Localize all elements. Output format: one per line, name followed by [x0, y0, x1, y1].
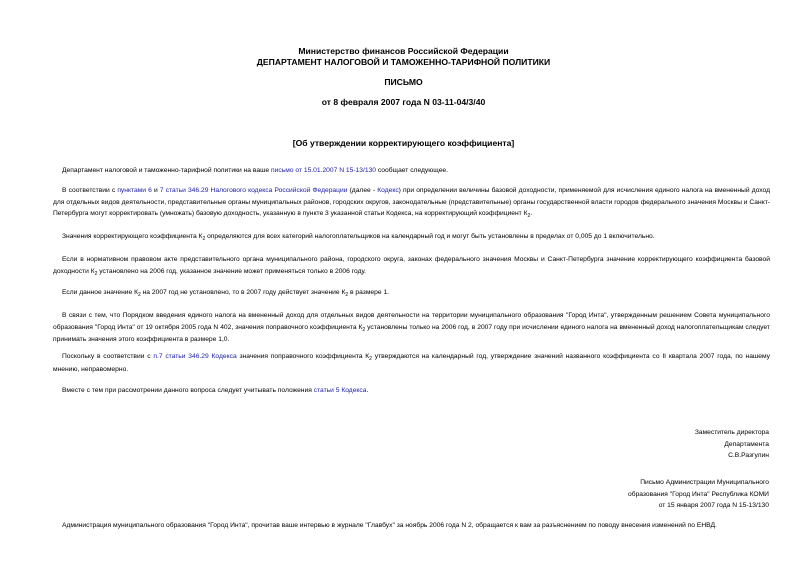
p7-text-c: утверждаются на календарный год, утверждение значений названного коэффициента со II квартала 2007 года, по нашему мнению, неправомерно.	[53, 353, 771, 373]
paragraph-3	[53, 231, 770, 244]
link-article-5[interactable]: статьи 5 Кодекса	[313, 387, 367, 394]
p5-text-a: Если данное значение К	[62, 289, 138, 296]
p4-text-b: установлено на 2006 год, указанное значение может применяться только в 2006 году.	[97, 267, 367, 275]
p7-text-a: Поскольку в соответствии с	[62, 353, 154, 360]
p4-text-a: Если в нормативном правовом акте представительного органа муниципального района, городского округа, законах федерального значения Москвы и Санкт-Петербурга значение корректирующего коэффициента базовой доходности К	[53, 256, 770, 275]
p9-text: Администрация муниципального образования "Город Инта", прочитав ваше интервью в журнале "Главбух" за ноябрь 2006 года N 2, обращается к вам за разъяснением по поводу внесения изменений по ЕНВД.	[62, 522, 717, 529]
signature-department: Департамента	[724, 440, 769, 448]
p6-text-a: В связи с тем, что Порядком введения единого налога на вмененный доход для отдельных видов деятельности на территории муниципального образования "Город Инта", утвержденным решением Совета муниципального образования "Город Инта" от 19 октября 2005 года N 402, значения поправочного коэффициента К	[53, 312, 770, 331]
p3-text-b: определяются для всех категорий налогоплательщиков на календарный год и могут быть установлены в пределах от 0,005 до 1 включительно.	[205, 233, 655, 240]
p1-text-b: сообщает следующее.	[376, 167, 449, 174]
subscript: 2	[527, 213, 531, 220]
link-article-346-29[interactable]: 7 статьи 346.29 Налогового кодекса Российской Федерации	[159, 187, 348, 194]
letter-ref-line-2: образования "Город Инта" Республика КОМИ	[628, 490, 769, 498]
p2-text-b: и	[151, 187, 160, 194]
link-punkt-6[interactable]: пунктами 6	[117, 187, 152, 194]
p5-text-c: в размере 1.	[348, 289, 390, 296]
p8-text-b: .	[366, 387, 369, 394]
p2-text-d: ) при определении величины базовой доходности, применяемой для исчисления единого налога на вмененный доход для отдельных видов деятельности, представительные органы муниципальных районов, городских округов, законодательные (представительные) органы государственной власти городов федерального значения Москвы и Санкт-Петербурга могут корректировать (умножать) базовую доходность, указанную в пункте 3 указанной статьи Кодекса, на корректирующий коэффициент К	[53, 187, 771, 218]
department-name: ДЕПАРТАМЕНТ НАЛОГОВОЙ И ТАМОЖЕННО-ТАРИФНОЙ ПОЛИТИКИ	[256, 57, 551, 67]
p3-text-a: Значения корректирующего коэффициента К	[62, 233, 203, 240]
p2-text-e: .	[530, 210, 533, 218]
subscript: 2	[202, 236, 206, 242]
ministry-name: Министерство финансов Российской Федерации	[298, 46, 509, 56]
subscript: 2	[369, 356, 372, 362]
p7-text-b: значения поправочного коэффициента К	[236, 353, 370, 360]
paragraph-2	[53, 185, 770, 221]
document-subject: [Об утверждении корректирующего коэффициента]	[292, 138, 515, 148]
p1-text-a: Департамент налоговой и таможенно-тарифной политики на ваше	[62, 167, 272, 174]
paragraph-5	[53, 287, 770, 300]
subscript: 2	[345, 292, 349, 298]
p5-text-b: на 2007 год не установлено, то в 2007 году действует значение К	[140, 289, 346, 296]
paragraph-1	[53, 165, 770, 177]
signature-block	[695, 427, 769, 462]
letter-ref-line-1: Письмо Администрации Муниципального	[640, 479, 769, 486]
subscript: 2	[137, 292, 141, 298]
p2-text-a: В соответствии с	[62, 187, 118, 194]
document-date: от 8 февраля 2007 года N 03-11-04/3/40	[321, 97, 486, 107]
document-type: ПИСЬМО	[384, 77, 423, 87]
letter-reference	[628, 477, 769, 512]
p8-text-a: Вместе с тем при рассмотрении данного вопроса следует учитывать положения	[62, 387, 314, 394]
subscript: 2	[362, 326, 366, 333]
paragraph-6	[53, 310, 770, 346]
letter-ref-line-3: от 15 января 2007 года N 15-13/130	[658, 502, 769, 510]
p6-text-b: установлены только на 2006 год, в 2007 году при исчислении единого налога на вмененный доход налогоплательщикам следует принимать значения этого коэффициента в размере 1,0.	[53, 323, 770, 344]
signature-name: С.В.Разгулин	[728, 452, 769, 460]
paragraph-9	[53, 520, 770, 532]
paragraph-4	[53, 254, 770, 278]
paragraph-8	[53, 385, 770, 397]
link-letter-15-01-2007[interactable]: письмо от 15.01.2007 N 15-13/130	[271, 167, 377, 174]
p2-text-c: (далее -	[347, 187, 378, 194]
link-kodeks[interactable]: Кодекс	[377, 187, 399, 194]
subscript: 2	[94, 270, 98, 277]
link-p7-article-346-29[interactable]: п.7 статьи 346.29 Кодекса	[153, 353, 237, 360]
paragraph-7	[53, 351, 770, 375]
signature-title: Заместитель директора	[694, 429, 769, 436]
